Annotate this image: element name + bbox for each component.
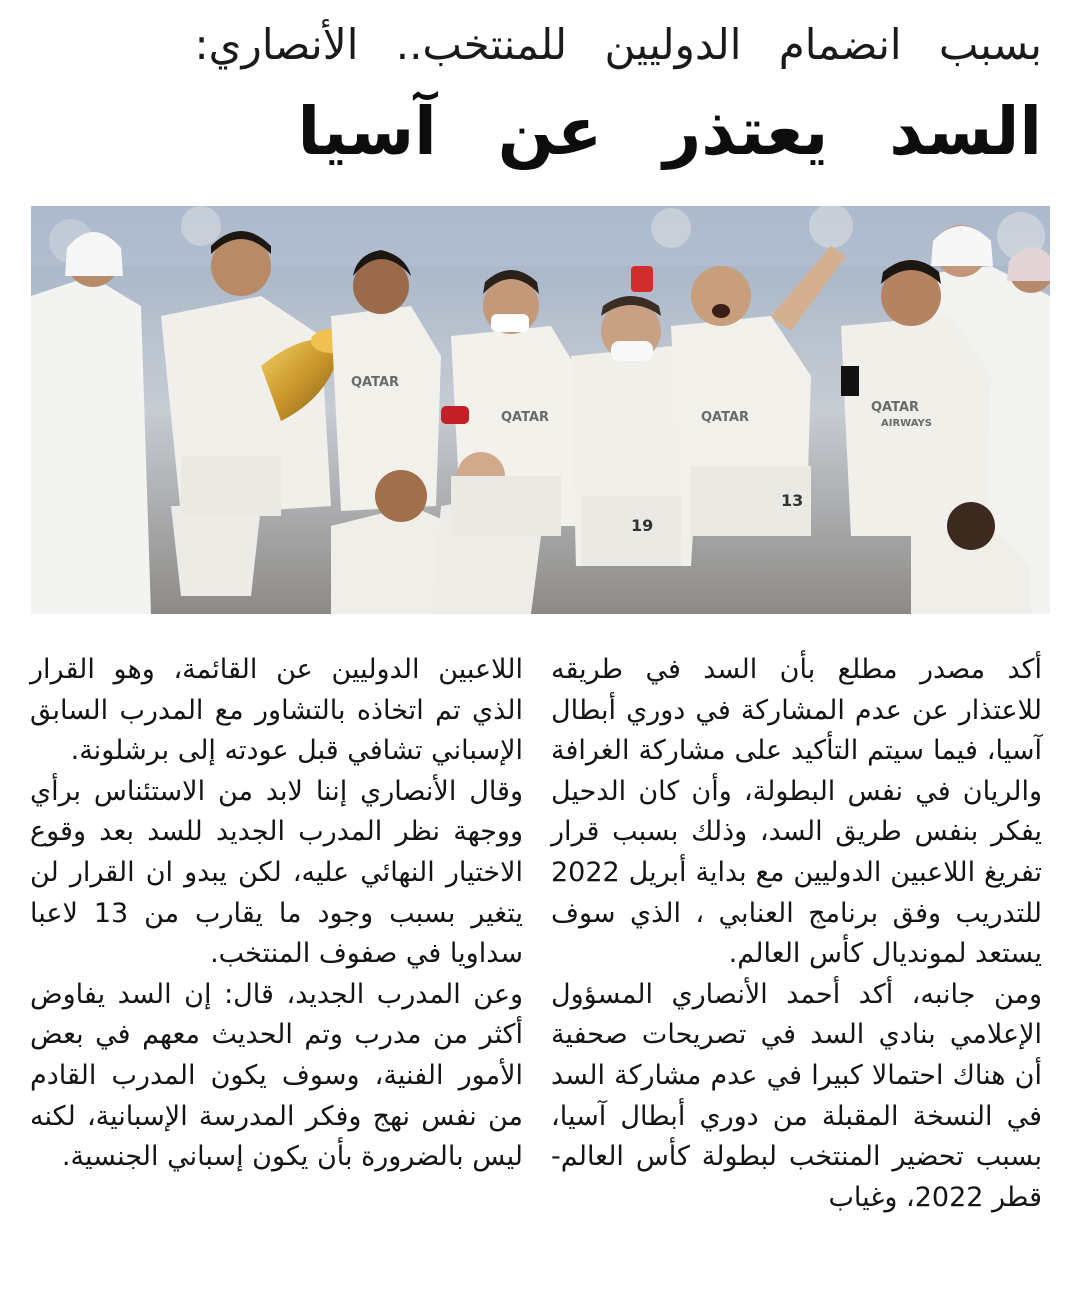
svg-text:19: 19: [631, 516, 654, 535]
svg-text:AIRWAYS: AIRWAYS: [881, 418, 932, 429]
svg-text:QATAR: QATAR: [701, 410, 750, 425]
article-column-right: [551, 650, 1042, 1218]
article-headline: السد يعتذر عن آسيا: [297, 93, 1042, 170]
paragraph: وقال الأنصاري إننا لابد من الاستئناس برأي ووجهة نظر المدرب الجديد للسد بعد وقوع الاختيار النهائي عليه، لكن يبدو ان القرار لن يتغير بسبب وجود ما يقارب من 13 لاعبا سداويا في صفوف المنتخب.: [30, 775, 523, 970]
paragraph: وعن المدرب الجديد، قال: إن السد يفاوض أكثر من مدرب وتم الحديث معهم في بعض الأمور الفنية، وسوف يكون المدرب القادم من نفس نهج وفكر المدرسة الإسبانية، لكنه ليس بالضرورة بأن يكون إسباني الجنسية.: [30, 978, 523, 1173]
paragraph: أكد مصدر مطلع بأن السد في طريقه للاعتذار عن عدم المشاركة في دوري أبطال آسيا، فيما سيتم التأكيد على مشاركة الغرافة والريان في نفس البطولة، وأن كان الدحيل يفكر بنفس طريق السد، وذلك بسبب قرار تفريغ اللاعبين الدوليين مع بداية أبريل 2022 للتدريب وفق برنامج العنابي ، الذي سوف يستعد لمونديال كأس العالم.: [551, 654, 1042, 970]
svg-text:QATAR: QATAR: [871, 400, 920, 415]
svg-text:QATAR: QATAR: [351, 375, 400, 390]
article-kicker: بسبب انضمام الدوليين للمنتخب.. الأنصاري:: [194, 20, 1042, 69]
paragraph: اللاعبين الدوليين عن القائمة، وهو القرار الذي تم اتخاذه بالتشاور مع المدرب السابق الإسباني تشافي قبل عودته إلى برشلونة.: [30, 654, 523, 767]
paragraph: ومن جانبه، أكد أحمد الأنصاري المسؤول الإعلامي بنادي السد في تصريحات صحفية أن هناك احتمالا كبيرا في عدم مشاركة السد في النسخة المقبلة من دوري أبطال آسيا، بسبب تحضير المنتخب لبطولة كأس العالم- قطر 2022، وغياب: [551, 978, 1042, 1213]
team-celebration-photo: [31, 206, 1050, 614]
svg-text:13: 13: [781, 491, 804, 510]
svg-text:QATAR: QATAR: [501, 410, 550, 425]
article-column-left: [30, 650, 523, 1178]
